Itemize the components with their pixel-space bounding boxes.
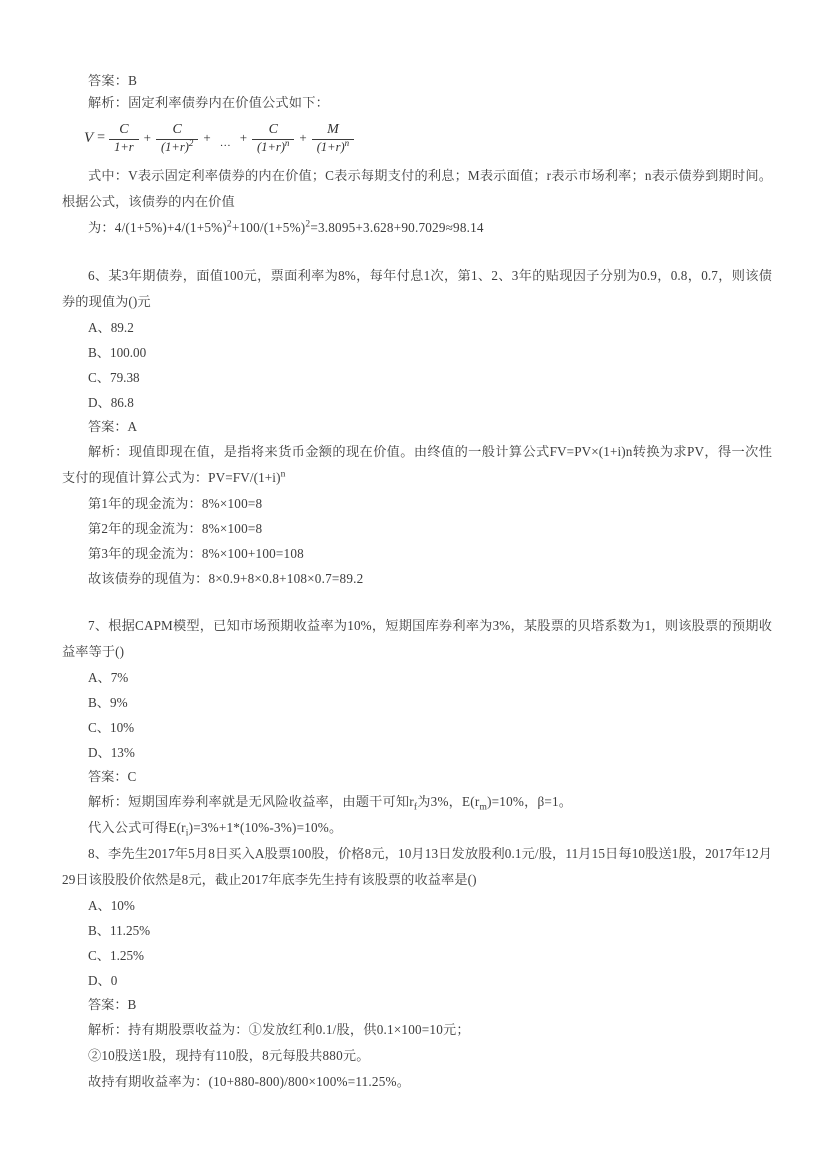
calc-exponent-2: 2 — [305, 219, 311, 230]
calc-prefix: 为：4/(1+5%)+4/(1+5%) — [88, 219, 227, 235]
bond-value-formula — [84, 123, 772, 154]
q8-answer: 答案：B — [88, 996, 137, 1012]
formula-term-1 — [109, 123, 139, 154]
q5-calculation — [62, 215, 772, 241]
formula-ellipsis: … — [219, 136, 231, 149]
q7-answer: 答案：C — [88, 768, 137, 784]
q7-stem: 7、根据CAPM模型，已知市场预期收益率为10%，短期国库券利率为3%，某股票的贝塔系数为1，则该股票的预期收益率等于() — [62, 617, 772, 659]
q6-analysis-exponent: n — [280, 469, 286, 480]
calc-exponent-1: 2 — [226, 219, 232, 230]
q8-option-d[interactable]: D、0 — [88, 972, 118, 988]
q7-formula-part-2: )=3%+1*(10%-3%)=10%。 — [188, 819, 343, 835]
q8-analysis-line-3: 故持有期收益率为：(10+880-800)/800×100%=11.25%。 — [88, 1073, 411, 1089]
q8-option-c[interactable]: C、1.25% — [88, 947, 145, 963]
den-base: (1+r) — [160, 139, 189, 154]
formula-term-3-numerator: C — [268, 122, 278, 137]
q8-option-b[interactable]: B、11.25% — [88, 922, 151, 938]
formula-term-1-denominator: 1+r — [114, 139, 134, 154]
formula-term-4 — [312, 123, 354, 154]
q7-formula-line — [62, 815, 772, 841]
q6-analysis-text: 解析：现值即现在值，是指将来货币金额的现在价值。由终值的一般计算公式FV=PV×(1+i)n转换为求PV，得一次性支付的现值计算公式为：PV=FV/(1+i) — [62, 443, 772, 485]
q6-step-4: 故该债券的现值为：8×0.9+8×0.8+108×0.7=89.2 — [88, 570, 364, 586]
q8-analysis-line-2: ②10股送1股，现持有110股，8元每股共880元。 — [88, 1047, 370, 1063]
formula-equals: = — [97, 130, 106, 146]
den-base: (1+r) — [257, 139, 285, 154]
q6-option-d[interactable]: D、86.8 — [88, 394, 134, 410]
calc-suffix: =3.8095+3.628+90.7029≈98.14 — [310, 219, 484, 235]
den-base: (1+r) — [316, 139, 345, 154]
q6-step-2: 第2年的现金流为：8%×100=8 — [88, 520, 263, 536]
q6-answer: 答案：A — [88, 418, 138, 434]
q6-option-c[interactable]: C、79.38 — [88, 369, 140, 385]
q8-option-a[interactable]: A、10% — [88, 897, 135, 913]
q8-stem: 8、李先生2017年5月8日买入A股票100股，价格8元，10月13日发放股利0.1元/股，11月15日每10股送1股，2017年12月29日该股股价依然是8元，截止2017年底李先生持有该股票的收益率是() — [62, 845, 772, 887]
formula-plus-2: + — [203, 130, 211, 146]
den-exponent: n — [344, 137, 350, 148]
formula-term-1-numerator: C — [119, 122, 129, 137]
q7-analysis-part-2: 为3%，E(r — [417, 793, 480, 809]
q8-analysis-line-1: 解析：持有期股票收益为：①发放红利0.1/股，供0.1×100=10元； — [88, 1021, 470, 1037]
q7-subscript-f: f — [413, 802, 418, 813]
q7-subscript-i: i — [185, 828, 189, 839]
q6-stem: 6、某3年期债券，面值100元，票面利率为8%，每年付息1次，第1、2、3年的贴现因子分别为0.9，0.8，0.7，则该债券的现值为()元 — [62, 267, 772, 309]
calc-middle: +100/(1+5%) — [231, 219, 306, 235]
formula-plus-4: + — [299, 130, 307, 146]
q6-step-3: 第3年的现金流为：8%×100+100=108 — [88, 545, 304, 561]
section-gap — [62, 241, 772, 263]
q7-option-d[interactable]: D、13% — [88, 744, 135, 760]
q5-analysis-intro: 解析：固定利率债券内在价值公式如下： — [88, 95, 329, 110]
section-gap — [62, 591, 772, 613]
document-content — [62, 70, 772, 1095]
q7-option-c[interactable]: C、10% — [88, 719, 135, 735]
formula-term-2-denominator — [156, 137, 198, 154]
q6-step-1: 第1年的现金流为：8%×100=8 — [88, 495, 263, 511]
formula-term-4-denominator — [312, 137, 354, 154]
q7-analysis — [62, 789, 772, 815]
formula-term-3 — [252, 123, 294, 154]
q7-analysis-part-1: 解析：短期国库券利率就是无风险收益率，由题干可知r — [88, 793, 414, 809]
den-exponent: n — [284, 137, 290, 148]
q5-legend: 式中：V表示固定利率债券的内在价值；C表示每期支付的利息；M表示面值；r表示市场利率；n表示债券到期时间。根据公式，该债券的内在价值 — [62, 167, 772, 209]
formula-term-4-numerator: M — [327, 122, 339, 137]
q7-option-a[interactable]: A、7% — [88, 669, 129, 685]
q6-option-a[interactable]: A、89.2 — [88, 319, 134, 335]
formula-term-2 — [156, 123, 198, 154]
q6-option-b[interactable]: B、100.00 — [88, 344, 147, 360]
q7-analysis-part-3: )=10%，β=1。 — [487, 793, 573, 809]
den-exponent: 2 — [188, 137, 194, 148]
formula-term-2-numerator: C — [172, 122, 182, 137]
q7-subscript-m: m — [479, 802, 488, 813]
q7-option-b[interactable]: B、9% — [88, 694, 128, 710]
formula-lhs: V — [84, 129, 94, 146]
formula-term-3-denominator — [252, 137, 294, 154]
q7-formula-part-1: 代入公式可得E(r — [88, 819, 186, 835]
q6-analysis — [62, 439, 772, 491]
formula-plus-3: + — [239, 130, 248, 146]
q5-answer-line: 答案：B — [88, 73, 138, 88]
formula-plus-1: + — [143, 130, 151, 146]
